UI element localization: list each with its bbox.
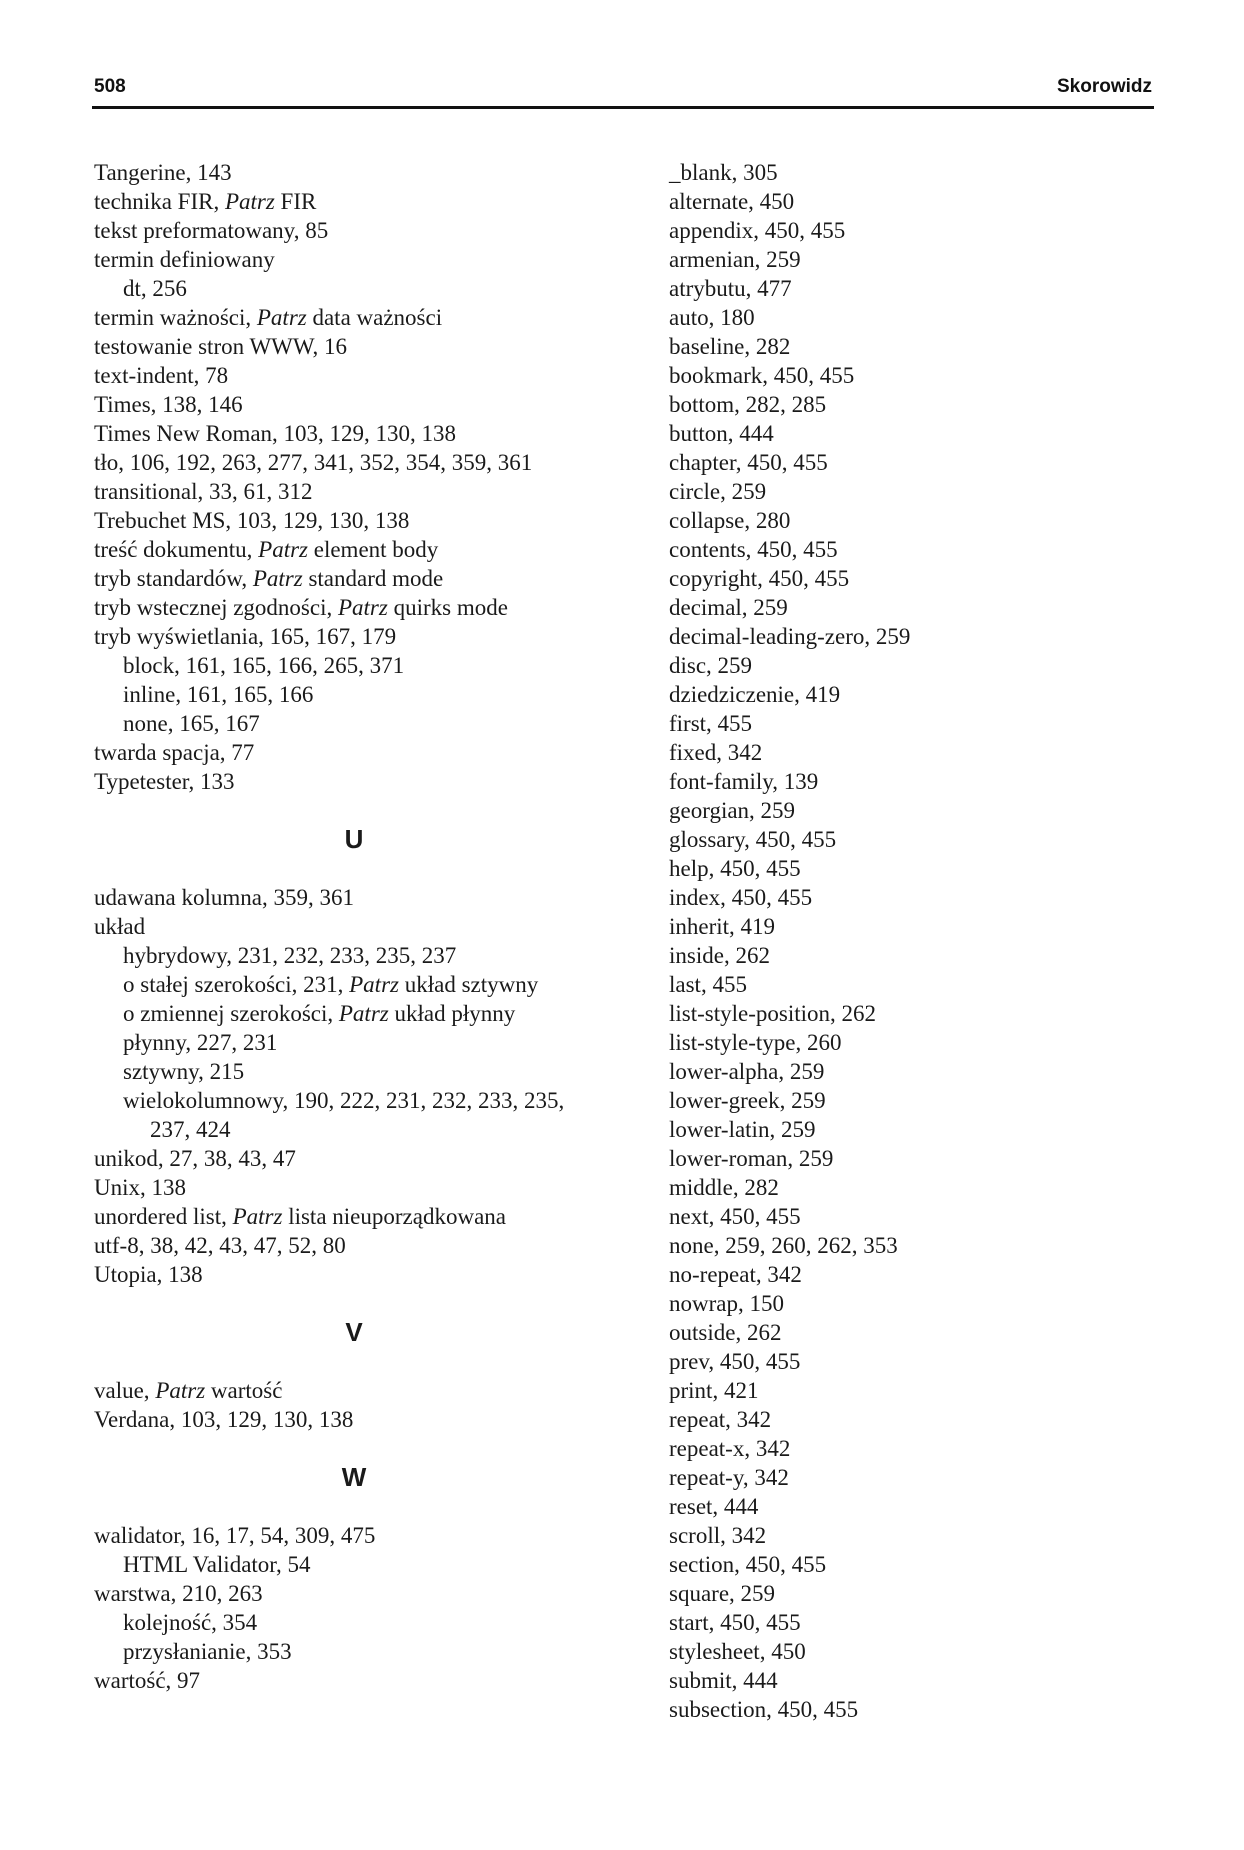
index-block-w <box>94 1521 654 1695</box>
entry-text: o stałej szerokości, 231, <box>123 972 350 997</box>
index-entry: none, 259, 260, 262, 353 <box>669 1233 898 1258</box>
index-entry: font-family, 139 <box>669 769 819 794</box>
entry-text: unikod, 27, 38, 43, 47 <box>94 1146 296 1171</box>
index-entry: middle, 282 <box>669 1175 779 1200</box>
index-entry <box>94 477 654 506</box>
section-title: Skorowidz <box>1056 76 1152 97</box>
index-entry: repeat-y, 342 <box>669 1465 789 1490</box>
see-reference: Patrz <box>349 972 399 997</box>
reference-target: układ sztywny <box>398 972 539 997</box>
entry-text: Times, 138, 146 <box>94 392 243 417</box>
entry-text: transitional, 33, 61, 312 <box>94 479 313 504</box>
index-entry: section, 450, 455 <box>669 1552 827 1577</box>
entry-text: block, 161, 165, 166, 265, 371 <box>123 653 405 678</box>
index-entry: first, 455 <box>669 711 753 736</box>
see-reference: Patrz <box>258 537 308 562</box>
reference-target: FIR <box>274 189 317 214</box>
index-entry <box>94 1231 654 1260</box>
index-entry: auto, 180 <box>669 305 755 330</box>
index-entry: no-repeat, 342 <box>669 1262 802 1287</box>
index-entry: chapter, 450, 455 <box>669 450 828 475</box>
index-entry <box>94 593 654 622</box>
index-entry <box>94 709 654 738</box>
entry-text: kolejność, 354 <box>123 1610 258 1635</box>
entry-text: Utopia, 138 <box>94 1262 203 1287</box>
index-entry: lower-greek, 259 <box>669 1088 826 1113</box>
see-reference: Patrz <box>256 305 307 330</box>
letter-heading-u: U <box>344 824 364 854</box>
index-block-u <box>94 883 654 1289</box>
index-entry <box>94 970 654 999</box>
index-entry: lower-latin, 259 <box>669 1117 816 1142</box>
index-entry: reset, 444 <box>669 1494 759 1519</box>
index-entry <box>94 303 654 332</box>
index-entry <box>94 941 654 970</box>
entry-text: testowanie stron WWW, 16 <box>94 334 347 359</box>
entry-text: value, <box>94 1378 156 1403</box>
index-entry: nowrap, 150 <box>669 1291 784 1316</box>
index-entry <box>94 912 654 941</box>
index-entry <box>94 1260 654 1289</box>
index-entry: alternate, 450 <box>669 189 795 214</box>
index-entry <box>94 1173 654 1202</box>
index-entry <box>94 1666 654 1695</box>
index-entry: subsection, 450, 455 <box>669 1697 859 1722</box>
index-entry: inherit, 419 <box>669 914 776 939</box>
entry-text: termin definiowany <box>94 247 275 272</box>
entry-text: udawana kolumna, 359, 361 <box>94 885 354 910</box>
index-entry: button, 444 <box>669 421 774 446</box>
index-block-t <box>94 158 654 796</box>
reference-target: quirks mode <box>387 595 508 620</box>
entry-text: tryb standardów, <box>94 566 253 591</box>
entry-text: termin ważności, <box>94 305 257 330</box>
index-entry <box>94 1405 654 1434</box>
index-entry <box>94 390 654 419</box>
index-entry: index, 450, 455 <box>669 885 813 910</box>
entry-text: HTML Validator, 54 <box>123 1552 311 1577</box>
see-reference: Patrz <box>224 189 275 214</box>
index-entry: start, 450, 455 <box>669 1610 801 1635</box>
index-entry: list-style-type, 260 <box>669 1030 842 1055</box>
index-entry: _blank, 305 <box>669 160 778 185</box>
index-entry: armenian, 259 <box>669 247 801 272</box>
entry-text: tło, 106, 192, 263, 277, 341, 352, 354, 359, 361 <box>94 450 533 475</box>
index-entry <box>94 1202 654 1231</box>
index-entry <box>94 535 654 564</box>
entry-text: dt, 256 <box>123 276 187 301</box>
page-number: 508 <box>94 76 126 97</box>
index-entry: disc, 259 <box>669 653 753 678</box>
index-entry: last, 455 <box>669 972 747 997</box>
index-entry <box>94 1550 654 1579</box>
index-entry <box>94 1086 654 1115</box>
index-entry <box>94 216 654 245</box>
index-entry <box>94 651 654 680</box>
index-entry: repeat-x, 342 <box>669 1436 791 1461</box>
index-entry <box>94 680 654 709</box>
index-entry <box>94 622 654 651</box>
see-reference: Patrz <box>155 1378 206 1403</box>
index-entry: next, 450, 455 <box>669 1204 801 1229</box>
entry-text: 237, 424 <box>150 1117 231 1142</box>
index-entry <box>94 448 654 477</box>
entry-text: walidator, 16, 17, 54, 309, 475 <box>94 1523 376 1548</box>
entry-text: Typetester, 133 <box>94 769 235 794</box>
index-entry <box>94 187 654 216</box>
index-entry: stylesheet, 450 <box>669 1639 806 1664</box>
index-column-right <box>669 158 1189 1724</box>
index-entry: list-style-position, 262 <box>669 1001 876 1026</box>
index-entry: lower-alpha, 259 <box>669 1059 825 1084</box>
index-block-v <box>94 1376 654 1434</box>
entry-text: utf-8, 38, 42, 43, 47, 52, 80 <box>94 1233 346 1258</box>
letter-heading-v: V <box>345 1317 363 1347</box>
index-column-left <box>94 158 654 1695</box>
index-entry: appendix, 450, 455 <box>669 218 846 243</box>
index-entry <box>94 1521 654 1550</box>
index-entry <box>94 1144 654 1173</box>
index-entry <box>94 883 654 912</box>
entry-text: Trebuchet MS, 103, 129, 130, 138 <box>94 508 410 533</box>
entry-text: warstwa, 210, 263 <box>94 1581 263 1606</box>
entry-text: inline, 161, 165, 166 <box>123 682 314 707</box>
index-entry <box>94 506 654 535</box>
index-entry: circle, 259 <box>669 479 767 504</box>
index-entry <box>94 361 654 390</box>
entry-text: przysłanianie, 353 <box>123 1639 292 1664</box>
index-entry: copyright, 450, 455 <box>669 566 850 591</box>
index-entry: bookmark, 450, 455 <box>669 363 855 388</box>
entry-text: o zmiennej szerokości, <box>123 1001 339 1026</box>
index-entry: outside, 262 <box>669 1320 782 1345</box>
reference-target: wartość <box>205 1378 283 1403</box>
index-entry: fixed, 342 <box>669 740 763 765</box>
index-entry: help, 450, 455 <box>669 856 801 881</box>
index-entry: print, 421 <box>669 1378 759 1403</box>
reference-target: element body <box>308 537 439 562</box>
index-entry <box>94 738 654 767</box>
entry-text: wielokolumnowy, 190, 222, 231, 232, 233, 235, <box>123 1088 565 1113</box>
index-entry: prev, 450, 455 <box>669 1349 801 1374</box>
index-entry <box>94 1376 654 1405</box>
index-entry <box>94 1637 654 1666</box>
index-entry: atrybutu, 477 <box>669 276 792 301</box>
entry-text: Unix, 138 <box>94 1175 186 1200</box>
index-entry: square, 259 <box>669 1581 776 1606</box>
index-entry: contents, 450, 455 <box>669 537 838 562</box>
index-entry <box>94 564 654 593</box>
index-entry <box>94 419 654 448</box>
index-entry: lower-roman, 259 <box>669 1146 834 1171</box>
see-reference: Patrz <box>252 566 303 591</box>
entry-text: układ <box>94 914 146 939</box>
index-entry <box>94 999 654 1028</box>
entry-text: twarda spacja, 77 <box>94 740 255 765</box>
entry-text: technika FIR, <box>94 189 225 214</box>
entry-text: płynny, 227, 231 <box>123 1030 278 1055</box>
index-entry: inside, 262 <box>669 943 770 968</box>
entry-text: sztywny, 215 <box>123 1059 245 1084</box>
index-entry <box>94 1057 654 1086</box>
index-entry: dziedziczenie, 419 <box>669 682 841 707</box>
entry-text: none, 165, 167 <box>123 711 260 736</box>
index-entry: submit, 444 <box>669 1668 778 1693</box>
index-entry: collapse, 280 <box>669 508 791 533</box>
reference-target: data ważności <box>306 305 443 330</box>
index-entry: scroll, 342 <box>669 1523 767 1548</box>
index-entry <box>94 158 654 187</box>
running-header <box>92 74 1154 109</box>
entry-text: Tangerine, 143 <box>94 160 232 185</box>
reference-target: standard mode <box>302 566 444 591</box>
index-entry: repeat, 342 <box>669 1407 772 1432</box>
index-entry <box>94 1028 654 1057</box>
index-entry <box>94 1579 654 1608</box>
entry-text: wartość, 97 <box>94 1668 201 1693</box>
entry-text: tryb wstecznej zgodności, <box>94 595 338 620</box>
entry-text: unordered list, <box>94 1204 233 1229</box>
see-reference: Patrz <box>232 1204 283 1229</box>
index-entry: glossary, 450, 455 <box>669 827 837 852</box>
entry-text: Times New Roman, 103, 129, 130, 138 <box>94 421 457 446</box>
entry-text: tryb wyświetlania, 165, 167, 179 <box>94 624 397 649</box>
index-entry: decimal, 259 <box>669 595 788 620</box>
see-reference: Patrz <box>338 1001 389 1026</box>
index-entry: decimal-leading-zero, 259 <box>669 624 911 649</box>
index-entry <box>94 245 654 274</box>
entry-text: tekst preformatowany, 85 <box>94 218 329 243</box>
reference-target: lista nieuporządkowana <box>282 1204 506 1229</box>
index-entry <box>94 332 654 361</box>
entry-text: text-indent, 78 <box>94 363 229 388</box>
index-entry: georgian, 259 <box>669 798 796 823</box>
reference-target: układ płynny <box>388 1001 516 1026</box>
entry-text: Verdana, 103, 129, 130, 138 <box>94 1407 354 1432</box>
letter-heading-w: W <box>341 1462 367 1492</box>
index-entry <box>94 1608 654 1637</box>
entry-text: hybrydowy, 231, 232, 233, 235, 237 <box>123 943 457 968</box>
index-entry <box>94 767 654 796</box>
index-entry <box>94 274 654 303</box>
index-entry: baseline, 282 <box>669 334 791 359</box>
index-entry: bottom, 282, 285 <box>669 392 827 417</box>
index-block-right <box>669 158 1189 1724</box>
entry-text: treść dokumentu, <box>94 537 259 562</box>
index-entry <box>94 1115 654 1144</box>
see-reference: Patrz <box>337 595 388 620</box>
